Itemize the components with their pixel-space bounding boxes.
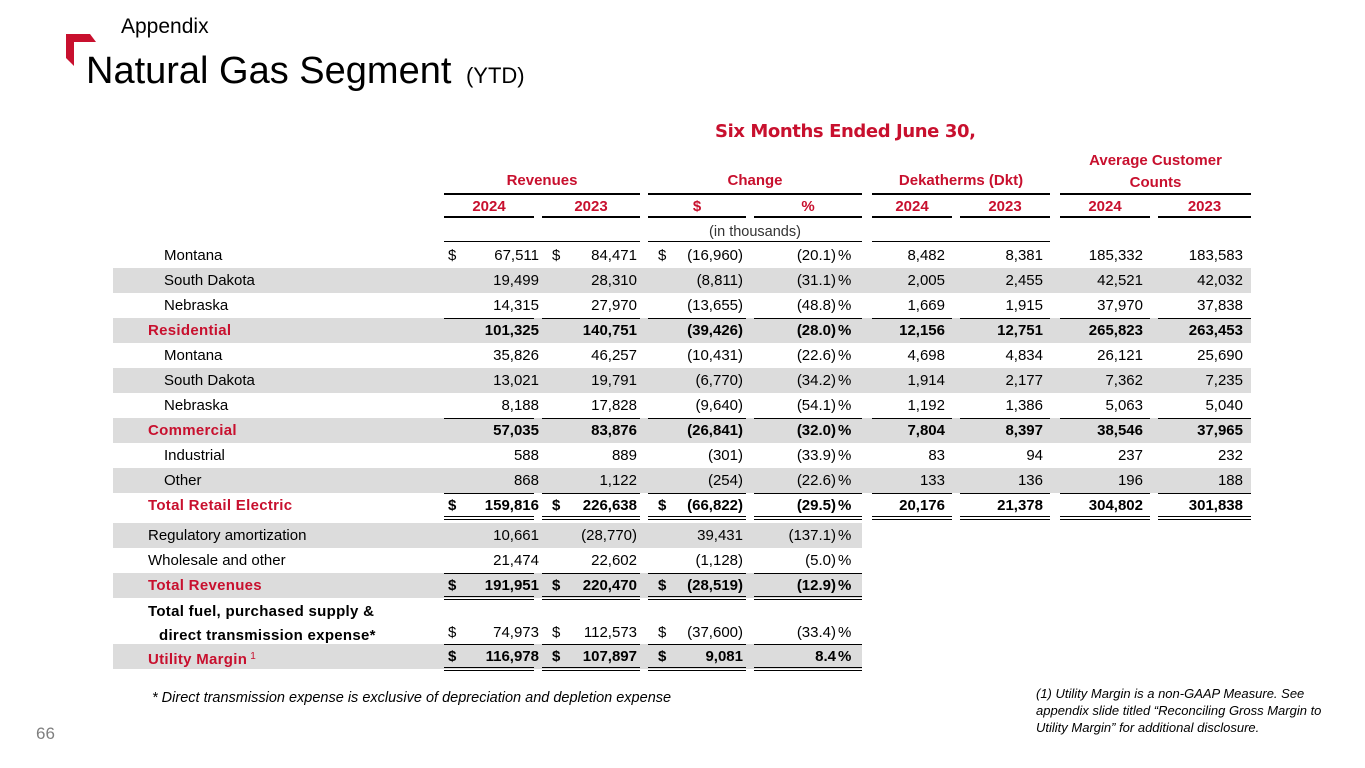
row-label: Montana [164, 347, 223, 364]
change-percent: (31.1) [796, 272, 836, 289]
row-label: Total Retail Electric [148, 497, 293, 514]
rev-2024: 67,511 [494, 247, 539, 264]
table-row [113, 548, 862, 573]
cust-2024: 304,802 [1088, 497, 1143, 514]
change-percent: (28.0) [796, 322, 836, 339]
table-row [113, 368, 1251, 393]
dkt-header: Dekatherms (Dkt) [898, 172, 1024, 189]
table-row [113, 393, 1251, 418]
rule [754, 418, 862, 419]
percent-sign: % [838, 297, 852, 314]
dollar-sign: $ [658, 247, 667, 264]
rule [444, 241, 640, 242]
change-dollar: 9,081 [705, 648, 743, 665]
rule [1158, 318, 1251, 319]
change-percent: (20.1) [796, 247, 836, 264]
change-percent: (33.4) [796, 624, 836, 641]
revenues-header-rule [444, 193, 640, 195]
change-header-rule [648, 193, 862, 195]
rule [542, 493, 640, 494]
change-percent: (22.6) [796, 472, 836, 489]
col-dkt-2024: 2024 [872, 198, 952, 218]
row-label: Industrial [164, 447, 225, 464]
double-rule [542, 596, 640, 600]
dkt-2024: 4,698 [907, 347, 945, 364]
table-row [113, 243, 1251, 268]
dollar-sign: $ [552, 577, 561, 594]
row-label: South Dakota [164, 372, 255, 389]
rev-2024: 868 [513, 472, 539, 489]
cust-2024: 42,521 [1097, 272, 1143, 289]
rule [1060, 493, 1150, 494]
rule [648, 573, 746, 574]
dkt-header-rule [872, 193, 1050, 195]
percent-sign: % [838, 624, 852, 641]
row-label: Regulatory amortization [148, 527, 307, 544]
table-row [113, 443, 1251, 468]
change-percent: (54.1) [796, 397, 836, 414]
cust-2023: 5,040 [1205, 397, 1243, 414]
rev-2024: 10,661 [493, 527, 539, 544]
page-title [86, 50, 525, 93]
dkt-2024: 133 [919, 472, 945, 489]
percent-sign: % [838, 447, 852, 464]
row-label: Wholesale and other [148, 552, 286, 569]
rev-2023: 112,573 [583, 624, 637, 641]
dkt-2023: 136 [1017, 472, 1043, 489]
rev-2023: 107,897 [582, 648, 637, 665]
dkt-2024: 1,192 [907, 397, 945, 414]
cust-2023: 7,235 [1205, 372, 1243, 389]
rev-2023: 27,970 [591, 297, 637, 314]
cust-2023: 37,838 [1197, 297, 1243, 314]
rev-2024: 191,951 [484, 577, 539, 594]
change-dollar: (1,128) [695, 552, 743, 569]
percent-sign: % [838, 247, 852, 264]
change-dollar: (8,811) [696, 272, 743, 289]
row-label: Montana [164, 247, 223, 264]
change-percent: 8.4 [815, 648, 836, 665]
rev-2024: 21,474 [493, 552, 539, 569]
row-label: South Dakota [164, 272, 255, 289]
dkt-2024: 7,804 [907, 422, 945, 439]
table-row-subtotal [113, 318, 1251, 343]
rev-2024: 588 [513, 447, 539, 464]
rule [754, 644, 862, 645]
rule [648, 493, 746, 494]
rule [444, 573, 534, 574]
rule [754, 573, 862, 574]
double-rule [542, 516, 640, 520]
cust-2023: 37,965 [1197, 422, 1243, 439]
change-dollar: (37,600) [687, 624, 743, 641]
change-dollar: (6,770) [695, 372, 743, 389]
cust-2023: 232 [1217, 447, 1243, 464]
dollar-sign: $ [448, 247, 457, 264]
double-rule [1060, 516, 1150, 520]
double-rule [648, 667, 746, 671]
rev-2023: 28,310 [591, 272, 637, 289]
dkt-2024: 8,482 [907, 247, 945, 264]
dollar-sign: $ [552, 247, 561, 264]
rule [754, 493, 862, 494]
rev-2023: 19,791 [591, 372, 637, 389]
change-percent: (48.8) [796, 297, 836, 314]
table-row [113, 293, 1251, 318]
dkt-2024: 83 [928, 447, 945, 464]
col-rev-2024: 2024 [444, 198, 534, 218]
footnote-utility-margin: (1) Utility Margin is a non-GAAP Measure. See appendix slide titled “Reconciling Gross Margin to Utility Margin” for additional disclosure. [1036, 686, 1322, 735]
rule [1158, 493, 1251, 494]
rule [1060, 318, 1150, 319]
change-dollar: (26,841) [687, 422, 743, 439]
change-dollar: (39,426) [687, 322, 743, 339]
percent-sign: % [838, 272, 852, 289]
fuel-label-line2: direct transmission expense* [159, 627, 376, 644]
double-rule [444, 596, 534, 600]
cust-2024: 37,970 [1097, 297, 1143, 314]
dkt-2023: 21,378 [997, 497, 1043, 514]
change-percent: (32.0) [796, 422, 836, 439]
cust-2023: 25,690 [1197, 347, 1243, 364]
row-label: Nebraska [164, 297, 229, 314]
rule [648, 644, 746, 645]
customers-header-line1: Average Customer [1089, 152, 1222, 169]
dkt-2023: 94 [1026, 447, 1043, 464]
percent-sign: % [838, 497, 852, 514]
dollar-sign: $ [448, 648, 457, 665]
double-rule [1158, 516, 1251, 520]
rev-2024: 57,035 [493, 422, 539, 439]
rule [754, 318, 862, 319]
rule [542, 318, 640, 319]
col-change-percent: % [754, 198, 862, 218]
table-row [113, 468, 1251, 493]
customers-header-rule [1060, 193, 1251, 195]
change-percent: (12.9) [796, 577, 836, 594]
rev-2024: 19,499 [493, 272, 539, 289]
change-header: Change [727, 172, 783, 189]
rev-2024: 116,978 [485, 648, 539, 665]
double-rule [648, 596, 746, 600]
rev-2023: 83,876 [591, 422, 637, 439]
rev-2023: 220,470 [582, 577, 637, 594]
change-percent: (22.6) [796, 347, 836, 364]
cust-2024: 7,362 [1105, 372, 1143, 389]
rule [648, 318, 746, 319]
double-rule [444, 667, 534, 671]
percent-sign: % [838, 577, 852, 594]
dkt-2023: 12,751 [997, 322, 1043, 339]
change-percent: (33.9) [796, 447, 836, 464]
rule [648, 418, 746, 419]
change-dollar: (28,519) [687, 577, 743, 594]
dkt-2023: 8,381 [1005, 247, 1043, 264]
rule [872, 241, 1050, 242]
col-cust-2024: 2024 [1060, 198, 1150, 218]
row-label: Nebraska [164, 397, 229, 414]
table-row [113, 523, 862, 548]
double-rule [444, 516, 534, 520]
change-percent: (34.2) [796, 372, 836, 389]
rev-2024: 14,315 [493, 297, 539, 314]
col-rev-2023: 2023 [542, 198, 640, 218]
rule [960, 318, 1050, 319]
table-row-total [113, 573, 862, 598]
dkt-2023: 4,834 [1005, 347, 1043, 364]
dollar-sign: $ [552, 624, 561, 641]
rule [542, 573, 640, 574]
cust-2024: 237 [1117, 447, 1143, 464]
customers-header [1060, 150, 1251, 194]
change-dollar: (10,431) [687, 347, 743, 364]
rev-2023: 1,122 [599, 472, 637, 489]
rev-2023: 226,638 [582, 497, 637, 514]
cust-2024: 185,332 [1088, 247, 1143, 264]
cust-2024: 38,546 [1097, 422, 1143, 439]
table-row [113, 343, 1251, 368]
title-suffix: (YTD) [465, 63, 525, 88]
dollar-sign: $ [552, 497, 561, 514]
cust-2023: 183,583 [1188, 247, 1243, 264]
rule [872, 493, 952, 494]
revenues-header: Revenues [506, 172, 578, 189]
percent-sign: % [838, 397, 852, 414]
row-label: Total Revenues [148, 577, 262, 594]
table-row-total [113, 644, 862, 669]
cust-2024: 26,121 [1097, 347, 1143, 364]
change-dollar: (16,960) [687, 247, 743, 264]
percent-sign: % [838, 648, 852, 665]
percent-sign: % [838, 347, 852, 364]
rule [648, 241, 862, 242]
row-label: Other [164, 472, 202, 489]
table-row [113, 268, 1251, 293]
customers-header-line2: Counts [1129, 174, 1182, 191]
dollar-sign: $ [658, 577, 667, 594]
percent-sign: % [838, 552, 852, 569]
rev-2023: 22,602 [591, 552, 637, 569]
rev-2023: 140,751 [582, 322, 637, 339]
section-label: Appendix [121, 15, 209, 38]
change-dollar: 39,431 [697, 527, 743, 544]
double-rule [754, 516, 862, 520]
dollar-sign: $ [658, 497, 667, 514]
change-dollar: (301) [707, 447, 743, 464]
cust-2024: 196 [1117, 472, 1143, 489]
double-rule [542, 667, 640, 671]
rev-2024: 159,816 [484, 497, 539, 514]
dollar-sign: $ [658, 624, 667, 641]
rule [444, 318, 534, 319]
cust-2023: 188 [1217, 472, 1243, 489]
dkt-2023: 8,397 [1005, 422, 1043, 439]
dkt-2024: 2,005 [907, 272, 945, 289]
percent-sign: % [838, 472, 852, 489]
double-rule [754, 596, 862, 600]
dollar-sign: $ [552, 648, 561, 665]
dkt-2024: 12,156 [899, 322, 945, 339]
rev-2023: 46,257 [591, 347, 637, 364]
row-label: Residential [148, 322, 232, 339]
unit-note: (in thousands) [709, 224, 801, 240]
rev-2024: 13,021 [493, 372, 539, 389]
fuel-label-line1: Total fuel, purchased supply & [148, 603, 375, 620]
percent-sign: % [838, 372, 852, 389]
dollar-sign: $ [448, 624, 457, 641]
percent-sign: % [838, 527, 852, 544]
dollar-sign: $ [448, 497, 457, 514]
rule [542, 644, 640, 645]
change-percent: (29.5) [796, 497, 836, 514]
dkt-2024: 20,176 [899, 497, 945, 514]
rule [960, 493, 1050, 494]
change-percent: (5.0) [805, 552, 836, 569]
dollar-sign: $ [448, 577, 457, 594]
footnote-direct-transmission: * Direct transmission expense is exclusive of depreciation and depletion expense [152, 690, 672, 706]
cust-2023: 263,453 [1188, 322, 1243, 339]
rule [1158, 418, 1251, 419]
change-dollar: (9,640) [695, 397, 743, 414]
col-cust-2023: 2023 [1158, 198, 1251, 218]
utility-margin-label: Utility Margin [148, 651, 248, 668]
rule [444, 418, 534, 419]
title-text: Natural Gas Segment [86, 50, 452, 92]
rule [444, 644, 534, 645]
cust-2024: 265,823 [1088, 322, 1143, 339]
cust-2023: 42,032 [1197, 272, 1243, 289]
rule [542, 418, 640, 419]
double-rule [648, 516, 746, 520]
rev-2024: 101,325 [484, 322, 539, 339]
change-dollar: (13,655) [687, 297, 743, 314]
rule [960, 418, 1050, 419]
cust-2023: 301,838 [1188, 497, 1243, 514]
percent-sign: % [838, 422, 852, 439]
cust-2024: 5,063 [1105, 397, 1143, 414]
rev-2023: (28,770) [581, 527, 637, 544]
col-change-dollar: $ [648, 198, 746, 218]
page-number: 66 [36, 724, 55, 743]
footnote-mark: 1 [250, 651, 257, 662]
rev-2024: 8,188 [501, 397, 539, 414]
double-rule [960, 516, 1050, 520]
dkt-2023: 1,386 [1005, 397, 1043, 414]
dkt-2024: 1,669 [907, 297, 945, 314]
table-row [113, 620, 862, 645]
rule [872, 318, 952, 319]
dollar-sign: $ [658, 648, 667, 665]
rule [872, 418, 952, 419]
rev-2024: 74,973 [493, 624, 539, 641]
period-heading: Six Months Ended June 30, [715, 121, 976, 142]
double-rule [872, 516, 952, 520]
change-dollar: (66,822) [687, 497, 743, 514]
rule [1060, 418, 1150, 419]
table-row-subtotal [113, 418, 1251, 443]
dkt-2023: 2,455 [1005, 272, 1043, 289]
double-rule [754, 667, 862, 671]
table-row-total [113, 493, 1251, 518]
rev-2023: 17,828 [591, 397, 637, 414]
dkt-2023: 2,177 [1005, 372, 1043, 389]
rev-2023: 889 [611, 447, 637, 464]
row-label [148, 644, 256, 672]
row-label: Commercial [148, 422, 237, 439]
percent-sign: % [838, 322, 852, 339]
dkt-2023: 1,915 [1005, 297, 1043, 314]
rev-2023: 84,471 [591, 247, 637, 264]
change-percent: (137.1) [788, 527, 836, 544]
rev-2024: 35,826 [493, 347, 539, 364]
dkt-2024: 1,914 [907, 372, 945, 389]
col-dkt-2023: 2023 [960, 198, 1050, 218]
change-dollar: (254) [707, 472, 743, 489]
rule [444, 493, 534, 494]
